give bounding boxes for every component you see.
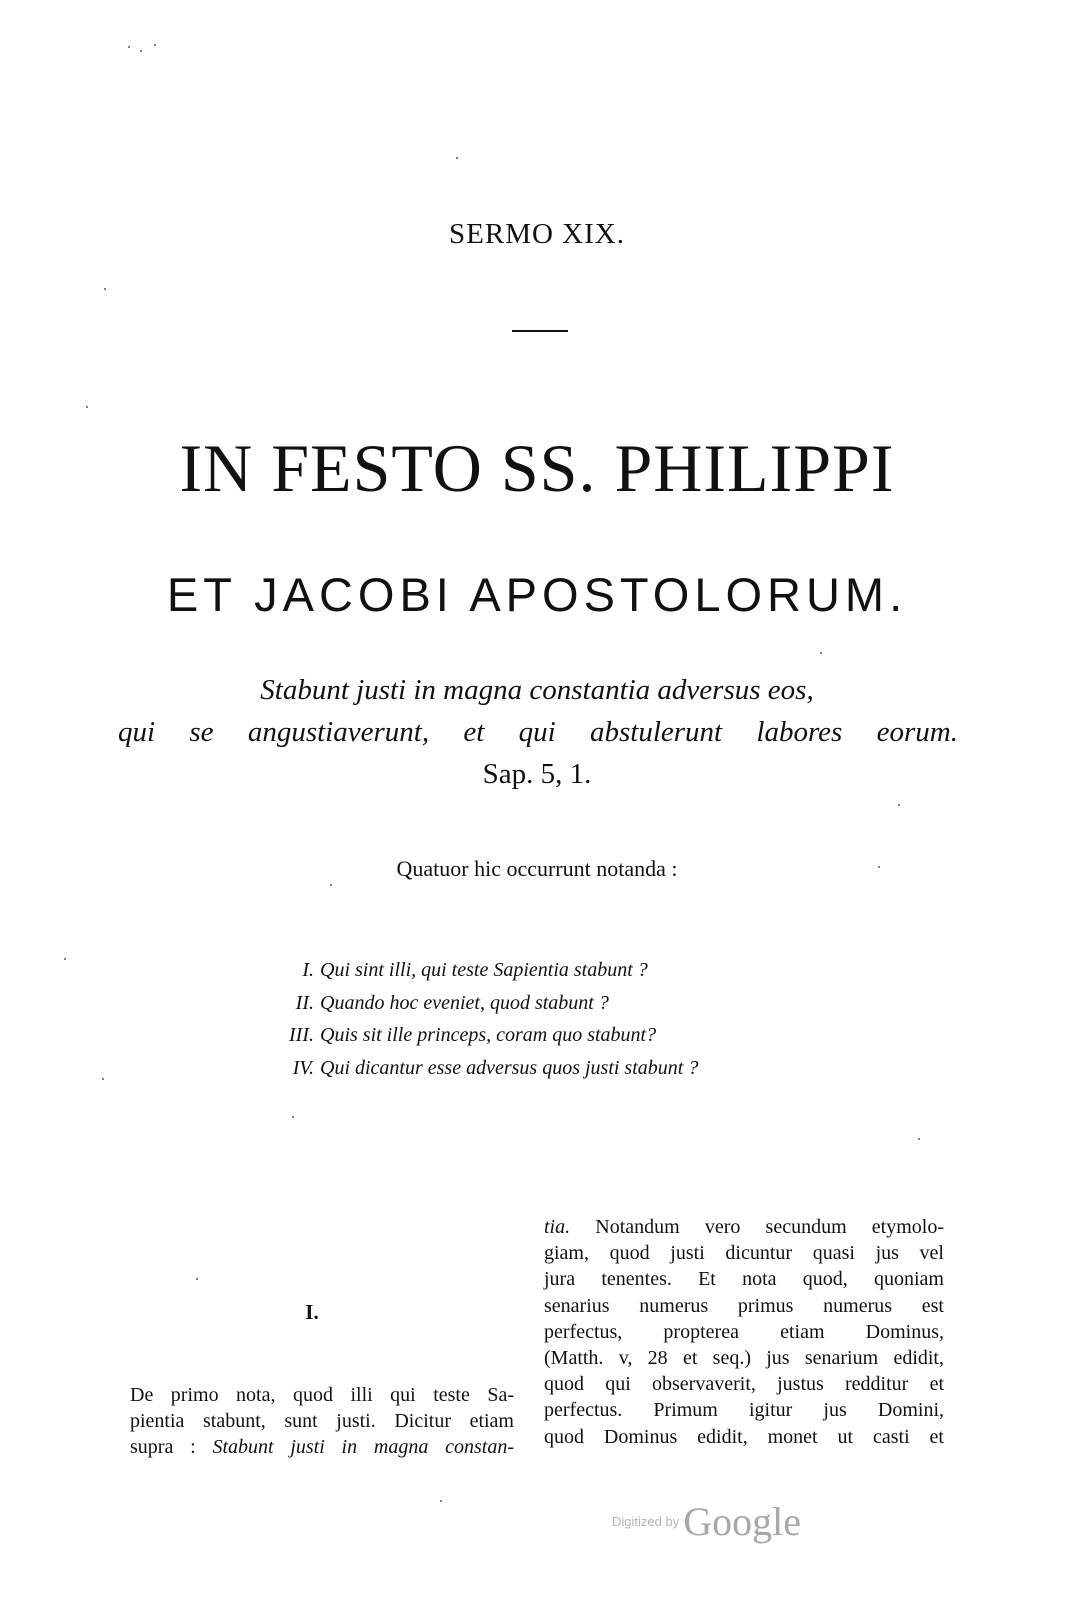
scan-speck xyxy=(820,652,822,654)
epigraph-line-1: Stabunt justi in magna constantia adversus eos, xyxy=(260,674,814,706)
text-line: senarius numerus primus numerus est xyxy=(544,1294,944,1317)
scan-speck xyxy=(292,1116,294,1118)
text-line: giam, quod justi dicuntur quasi jus vel xyxy=(544,1242,944,1265)
list-item xyxy=(270,987,830,1020)
text-line xyxy=(544,1214,944,1240)
divider-rule xyxy=(512,330,568,332)
text-fragment: Notandum vero secundum etymolo- xyxy=(570,1216,944,1238)
text-line xyxy=(130,1434,514,1460)
google-logo: Google xyxy=(683,1499,801,1544)
scan-speck xyxy=(196,1278,198,1280)
list-item xyxy=(270,954,830,987)
epigraph-line-2: qui se angustiaverunt, et qui abstulerunt labores eorum. xyxy=(118,716,958,748)
question-number: I. xyxy=(302,959,314,981)
quoted-text: Stabunt justi in magna constan- xyxy=(212,1436,514,1459)
text-line: quod qui observaverit, justus redditur et xyxy=(544,1373,944,1396)
scan-speck xyxy=(456,157,458,159)
question-text: Quis sit ille princeps, coram quo stabunt? xyxy=(320,1024,657,1046)
text-line: jura tenentes. Et nota quod, quoniam xyxy=(544,1268,944,1291)
text-line: De primo nota, quod illi qui teste Sa- xyxy=(130,1384,514,1406)
watermark-prefix: Digitized by xyxy=(612,1514,680,1529)
question-number: III. xyxy=(289,1024,314,1046)
scan-speck xyxy=(878,866,880,868)
epigraph-citation: Sap. 5, 1. xyxy=(482,758,592,790)
scan-speck xyxy=(104,288,106,290)
scan-speck xyxy=(154,44,156,46)
scan-speck xyxy=(898,804,900,806)
list-item xyxy=(270,1052,830,1085)
scan-speck xyxy=(86,406,88,408)
section-heading: I. xyxy=(305,1300,319,1324)
question-text: Qui sint illi, qui teste Sapientia stabunt ? xyxy=(320,959,648,981)
question-text: Qui dicantur esse adversus quos justi stabunt ? xyxy=(320,1056,699,1079)
question-text: Quando hoc eveniet, quod stabunt ? xyxy=(320,991,609,1014)
text-line: quod Dominus edidit, monet ut casti et xyxy=(544,1425,944,1448)
sermon-number: SERMO XIX. xyxy=(449,218,625,250)
text-line: pientia stabunt, sunt justi. Dicitur etiam xyxy=(130,1410,514,1433)
question-number: II. xyxy=(295,991,314,1014)
text-line: perfectus. Primum igitur jus Domini, xyxy=(544,1399,944,1422)
title-line-1: IN FESTO SS. PHILIPPI xyxy=(179,430,895,506)
text-line: (Matth. v, 28 et seq.) jus senarium edidit, xyxy=(544,1347,944,1370)
scan-speck xyxy=(102,1078,104,1080)
digitized-watermark xyxy=(612,1498,872,1548)
question-number: IV. xyxy=(292,1056,314,1079)
left-column-text xyxy=(130,1382,514,1461)
list-item xyxy=(270,1019,830,1052)
scan-speck xyxy=(64,958,66,960)
scan-speck xyxy=(918,1138,920,1140)
question-list xyxy=(270,954,830,1084)
title-line-2: ET JACOBI APOSTOLORUM. xyxy=(166,568,908,621)
intro-text: Quatuor hic occurrunt notanda : xyxy=(396,856,678,881)
quoted-text: tia. xyxy=(544,1216,571,1238)
text-fragment: supra : xyxy=(130,1436,213,1459)
right-column-text xyxy=(544,1214,944,1450)
scan-speck xyxy=(440,1500,442,1502)
scan-speck xyxy=(128,46,130,48)
scan-speck xyxy=(330,884,332,886)
text-line: perfectus, propterea etiam Dominus, xyxy=(544,1320,944,1343)
scan-speck xyxy=(140,50,142,52)
